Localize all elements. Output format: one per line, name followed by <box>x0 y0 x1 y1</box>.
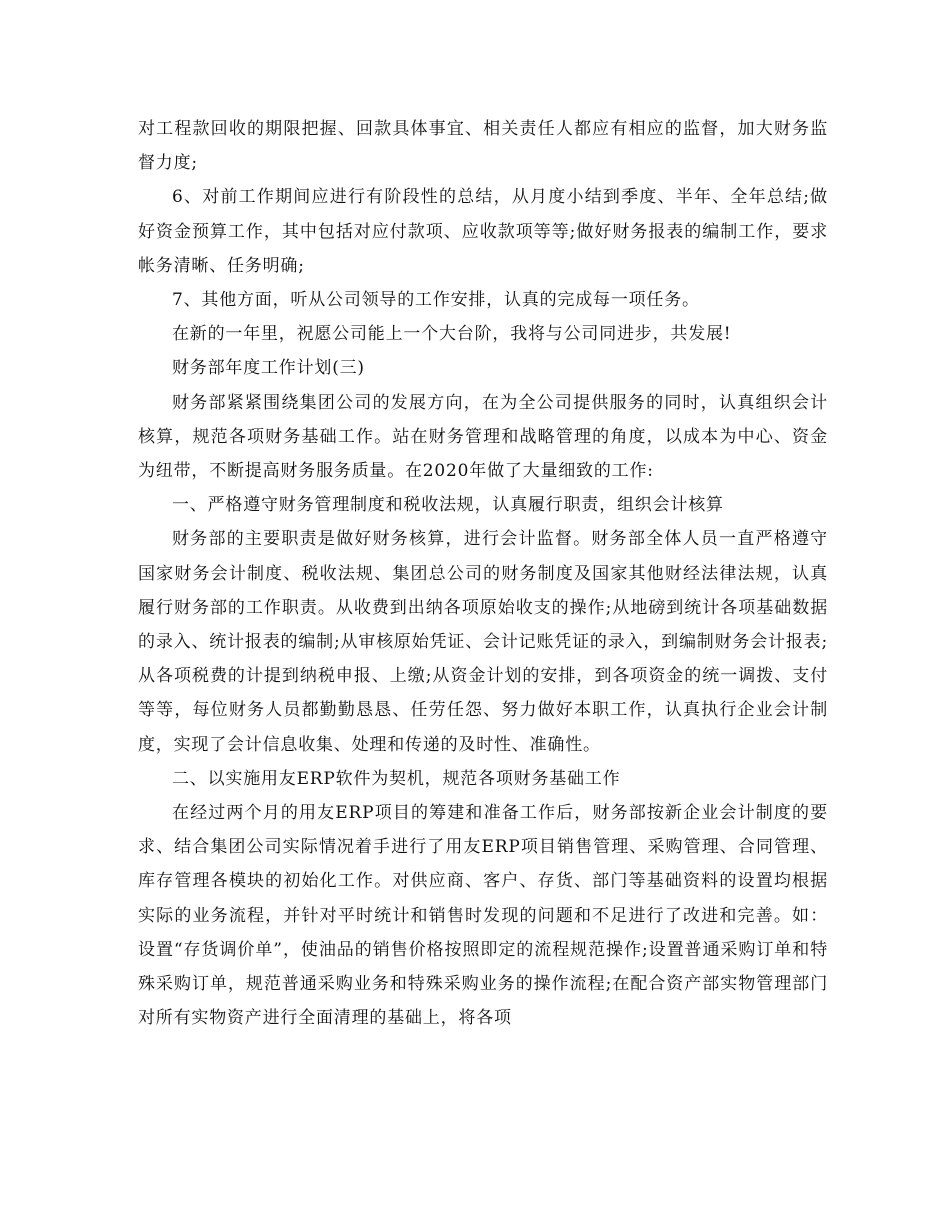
paragraph-1: 对工程款回收的期限把握、回款具体事宜、相关责任人都应有相应的监督，加大财务监督力度; <box>138 119 828 174</box>
paragraph-3: 7、其他方面，听从公司领导的工作安排，认真的完成每一项任务。 <box>172 290 700 311</box>
section-title: 财务部年度工作计划(三) <box>172 358 365 379</box>
heading-1: 一、严格遵守财务管理制度和税收法规，认真履行职责，组织会计核算 <box>172 495 724 516</box>
paragraph-6: 财务部紧紧围绕集团公司的发展方向，在为全公司提供服务的同时，认真组织会计核算，规范各项财务基础工作。站在财务管理和战略管理的角度，以成本为中心、资金为纽带，不断提高财务服务质量。在2020年做了大量细致的工作: <box>138 392 828 482</box>
paragraph-8: 财务部的主要职责是做好财务核算，进行会计监督。财务部全体人员一直严格遵守国家财务会计制度、税收法规、集团总公司的财务制度及国家其他财经法律法规，认真履行财务部的工作职责。从收费到出纳各项原始收支的操作;从地磅到统计各项基础数据的录入、统计报表的编制;从审核原始凭证、会计记账凭证的录入，到编制财务会计报表;从各项税费的计提到纳税申报、上缴;从资金计划的安排，到各项资金的统一调拨、支付等等，每位财务人员都勤勤恳恳、任劳任怨、努力做好本职工作，认真执行企业会计制度，实现了会计信息收集、处理和传递的及时性、准确性。 <box>138 529 828 755</box>
paragraph-10: 在经过两个月的用友ERP项目的筹建和准备工作后，财务部按新企业会计制度的要求、结合集团公司实际情况着手进行了用友ERP项目销售管理、采购管理、合同管理、库存管理各模块的初始化工作。对供应商、客户、存货、部门等基础资料的设置均根据实际的业务流程，并针对平时统计和销售时发现的问题和不足进行了改进和完善。如：设置“存货调价单”，使油品的销售价格按照即定的流程规范操作;设置普通采购订单和特殊采购订单，规范普通采购业务和特殊采购业务的操作流程;在配合资产部实物管理部门对所有实物资产进行全面清理的基础上，将各项 <box>138 803 828 1029</box>
paragraph-4: 在新的一年里，祝愿公司能上一个大台阶，我将与公司同进步，共发展! <box>172 324 732 345</box>
heading-2: 二、以实施用友ERP软件为契机，规范各项财务基础工作 <box>172 768 621 789</box>
document-page <box>138 112 828 1035</box>
paragraph-2: 6、对前工作期间应进行有阶段性的总结，从月度小结到季度、半年、全年总结;做好资金预算工作，其中包括对应付款项、应收款项等等;做好财务报表的编制工作，要求帐务清晰、任务明确; <box>138 187 828 276</box>
